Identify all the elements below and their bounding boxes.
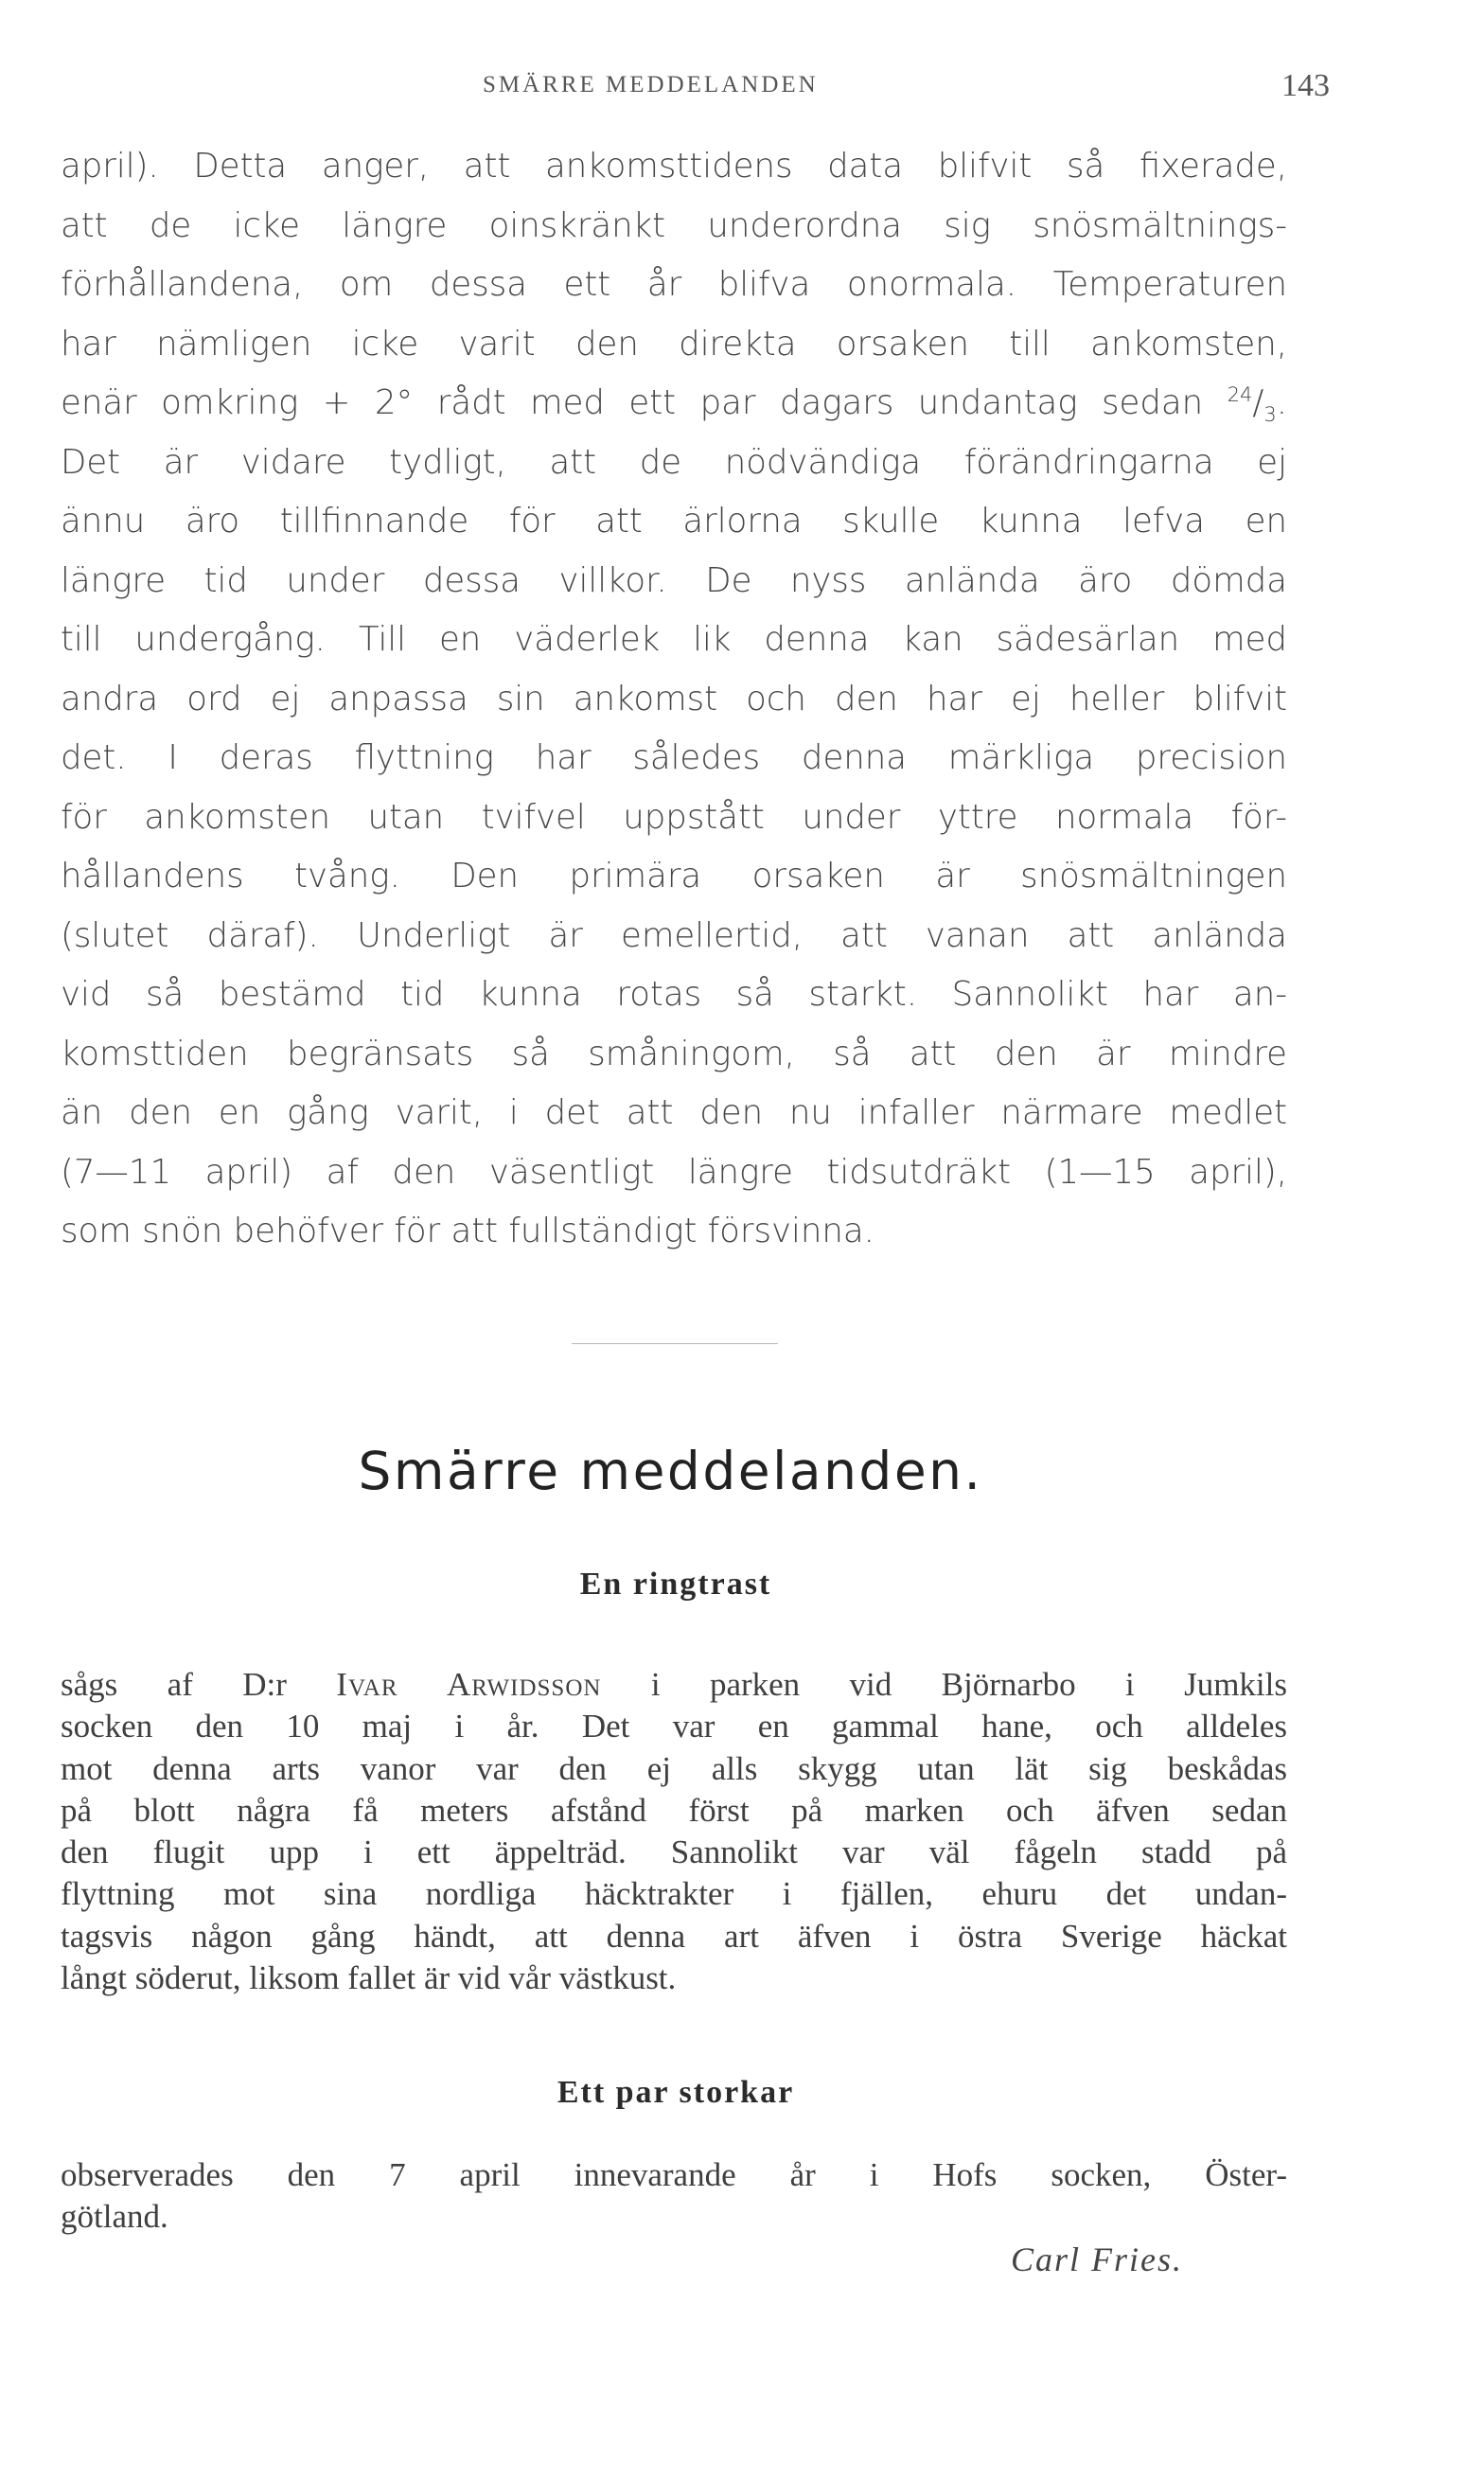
text-line: götland. bbox=[61, 2198, 168, 2236]
section-divider bbox=[572, 1343, 778, 1344]
text-line: Det är vidare tydligt, att de nödvändiga förändringarna ej bbox=[61, 442, 1287, 482]
text-line: längre tid under dessa villkor. De nyss anlända äro dömda bbox=[61, 560, 1287, 600]
text-line: som snön behöfver för att fullständigt försvinna. bbox=[61, 1212, 874, 1250]
text-line: långt söderut, liksom fallet är vid vår västkust. bbox=[61, 1959, 677, 1997]
text-segment: sågs af D:r bbox=[61, 1666, 337, 1703]
author-name: Ivar Arwidsson bbox=[336, 1666, 602, 1703]
item-title-storkar: Ett par storkar bbox=[556, 2075, 795, 2110]
running-head bbox=[0, 66, 1484, 104]
text-line: observerades den 7 april innevarande år i Hofs socken, Öster- bbox=[61, 2156, 1287, 2193]
text-line: har nämligen icke varit den direkta orsaken till ankomsten, bbox=[61, 324, 1287, 363]
fraction-numerator: 24 bbox=[1227, 383, 1253, 407]
text-line: socken den 10 maj i år. Det var en gammal hane, och alldeles bbox=[61, 1708, 1287, 1745]
text-segment: i parken vid Björnarbo i Jumkils bbox=[601, 1666, 1287, 1703]
text-line: andra ord ej anpassa sin ankomst och den har ej heller blifvit bbox=[61, 679, 1287, 718]
text-line: för ankomsten utan tvifvel uppstått under yttre normala för- bbox=[61, 797, 1287, 837]
text-line: (7—11 april) af den väsentligt längre tidsutdräkt (1—15 april), bbox=[61, 1152, 1287, 1192]
text-line-with-date-fraction: enär omkring + 2° rådt med ett par dagars undantag sedan $^{24}/_3$. bbox=[61, 383, 1287, 427]
fraction-denominator: 3 bbox=[1263, 403, 1277, 427]
item-text-ringtrast bbox=[61, 1664, 1287, 1999]
text-line: komsttiden begränsats så småningom, så att den är mindre bbox=[61, 1034, 1287, 1073]
running-title: SMÄRRE MEDDELANDEN bbox=[483, 72, 819, 97]
continued-article-text bbox=[61, 137, 1287, 1262]
item-title-ringtrast: En ringtrast bbox=[579, 1567, 772, 1602]
text-line: till undergång. Till en väderlek lik denna kan sädesärlan med bbox=[61, 620, 1287, 659]
text-line: hållandens tvång. Den primära orsaken är snösmältningen bbox=[61, 857, 1287, 895]
text-line: ännu äro tillfinnande för att ärlorna skulle kunna lefva en bbox=[61, 502, 1287, 540]
item-text-storkar bbox=[61, 2154, 1287, 2239]
text-line: mot denna arts vanor var den ej alls skygg utan lät sig beskådas bbox=[61, 1749, 1287, 1787]
text-line: vid så bestämd tid kunna rotas så starkt. Sannolikt har an- bbox=[61, 975, 1287, 1014]
text-line: flyttning mot sina nordliga häcktrakter i fjällen, ehuru det undan- bbox=[61, 1875, 1287, 1913]
text-line: att de icke längre oinskränkt underordna sig snösmältnings- bbox=[61, 205, 1287, 245]
text-line: tagsvis någon gång händt, att denna art äfven i östra Sverige häckat bbox=[61, 1917, 1287, 1955]
text-line-with-author bbox=[61, 1664, 1287, 1706]
text-segment: enär omkring + 2° rådt med ett par dagars undantag sedan bbox=[61, 383, 1228, 422]
page-number: 143 bbox=[1281, 68, 1330, 103]
section-heading: Smärre meddelanden. bbox=[358, 1441, 983, 1501]
text-line: det. I deras flyttning har således denna märkliga precision bbox=[61, 738, 1287, 777]
text-line: april). Detta anger, att ankomsttidens data blifvit så fixerade, bbox=[61, 147, 1287, 186]
text-line: (slutet däraf). Underligt är emellertid, att vanan att anlända bbox=[61, 915, 1287, 955]
signature: Carl Fries. bbox=[1011, 2241, 1184, 2278]
text-line: på blott några få meters afstånd först på marken och äfven sedan bbox=[61, 1791, 1287, 1829]
fraction-suffix: . bbox=[1276, 383, 1287, 422]
text-line: förhållandena, om dessa ett år blifva onormala. Temperaturen bbox=[61, 265, 1287, 304]
text-line: den flugit upp i ett äppelträd. Sannolikt var väl fågeln stadd på bbox=[61, 1833, 1287, 1871]
text-line: än den en gång varit, i det att den nu infaller närmare medlet bbox=[61, 1093, 1287, 1132]
